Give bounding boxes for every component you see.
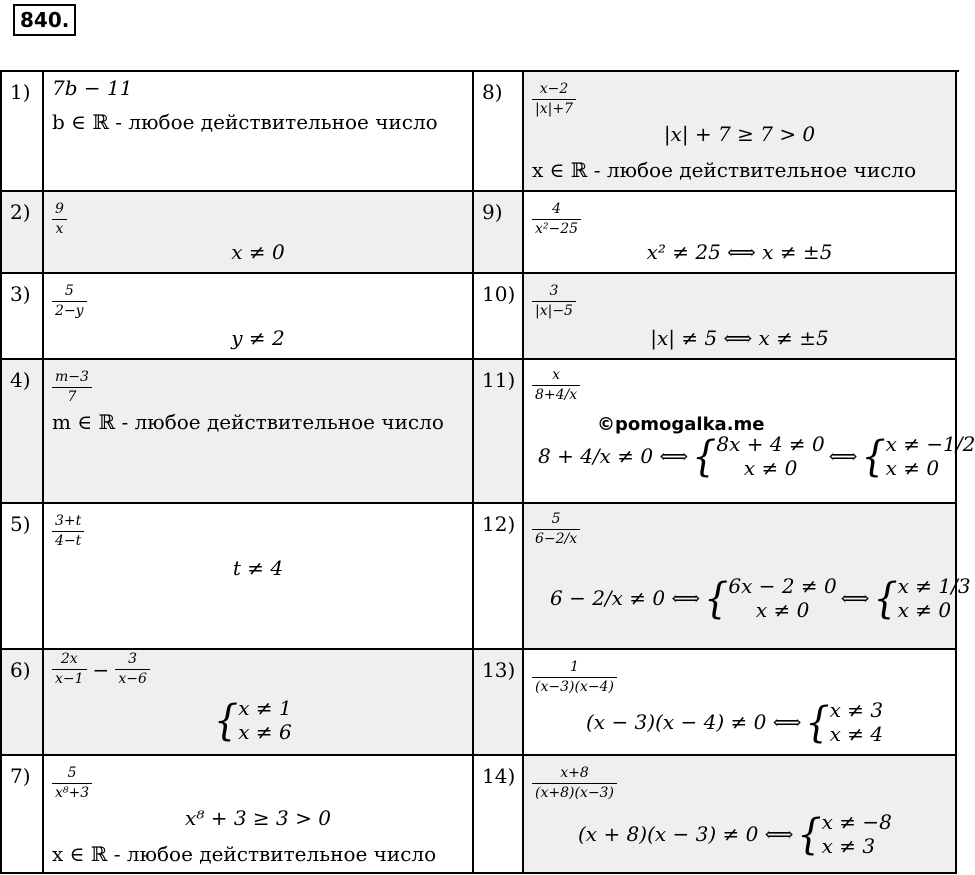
item-number: 13) (474, 650, 524, 754)
table-row (2, 756, 957, 874)
fraction: $\frac{x+8}{(x+8)(x-3)}$ (532, 766, 617, 802)
item-content (524, 504, 971, 648)
expression: 7b − 11 (52, 76, 133, 100)
item-number: 9) (474, 192, 524, 272)
condition: x² ≠ 25 ⟺ x ≠ ±5 (646, 240, 833, 264)
item-content (44, 756, 474, 872)
fraction: $\frac{3+t}{4-t}$ (52, 514, 84, 550)
fraction: $\frac{3}{|x|-5}$ (532, 284, 576, 320)
fraction: $\frac{x-2}{|x|+7}$ (532, 82, 576, 118)
item-content (524, 192, 957, 272)
fraction: $\frac{m-3}{7}$ (52, 370, 92, 406)
item-number: 8) (474, 72, 524, 190)
item-content (524, 650, 957, 754)
item-number: 2) (2, 192, 44, 272)
condition: { x ≠ 1 x ≠ 6 (214, 695, 292, 745)
item-number: 1) (2, 72, 44, 190)
table-row (2, 72, 957, 192)
table-row (2, 504, 971, 650)
problem-number: 840. (13, 4, 76, 36)
fraction: $\frac{1}{(x-3)(x-4)}$ (532, 660, 617, 696)
condition: 6 − 2/x ≠ 0 ⟺ { 6x − 2 ≠ 0 x ≠ 0 ⟺ { x ≠ 1/3 x ≠ 0 (550, 573, 971, 623)
condition: (x − 3)(x − 4) ≠ 0 ⟺ { x ≠ 3 x ≠ 4 (586, 697, 884, 747)
fraction: $\frac{4}{\text{x²−25}}$ (532, 202, 581, 238)
domain-text: x ∈ ℝ - любое действительное число (532, 158, 917, 182)
watermark: ©pomogalka.me (597, 414, 765, 435)
fraction: $\frac{x}{8+4/x}$ (532, 368, 580, 404)
item-content (524, 756, 957, 872)
item-content (524, 72, 957, 190)
item-content (524, 274, 957, 358)
item-number: 5) (2, 504, 44, 648)
table-row (2, 360, 975, 504)
item-content (44, 504, 474, 648)
fraction: $\frac{5}{\text{x⁸+3}}$ (52, 766, 92, 802)
condition: t ≠ 4 (232, 556, 284, 580)
item-content (44, 274, 474, 358)
item-content (44, 360, 474, 502)
item-content (44, 650, 474, 754)
item-number: 4) (2, 360, 44, 502)
item-number: 6) (2, 650, 44, 754)
table-row (2, 274, 957, 360)
item-number: 7) (2, 756, 44, 872)
domain-text: x ∈ ℝ - любое действительное число (52, 842, 437, 866)
item-number: 12) (474, 504, 524, 648)
item-content (44, 192, 474, 272)
condition: |x| + 7 ≥ 7 > 0 (663, 122, 816, 146)
condition: (x + 8)(x − 3) ≠ 0 ⟺ { x ≠ −8 x ≠ 3 (578, 809, 892, 859)
item-number: 10) (474, 274, 524, 358)
table-row (2, 192, 957, 274)
domain-text: b ∈ ℝ - любое действительное число (52, 110, 438, 134)
fraction: $\frac{5}{2-y}$ (52, 284, 87, 320)
minus-sign: − (92, 657, 110, 682)
item-number: 14) (474, 756, 524, 872)
condition: y ≠ 2 (231, 326, 285, 350)
condition: 8 + 4/x ≠ 0 ⟺ { 8x + 4 ≠ 0 x ≠ 0 ⟺ { x ≠ −1/2 x ≠ 0 (538, 431, 975, 481)
item-number: 3) (2, 274, 44, 358)
condition: |x| ≠ 5 ⟺ x ≠ ±5 (650, 326, 829, 350)
domain-text: m ∈ ℝ - любое действительное число (52, 410, 444, 434)
fraction: $\frac{2x}{x-1}$ (52, 652, 87, 688)
item-content (44, 72, 474, 190)
condition: x⁸ + 3 ≥ 3 > 0 (185, 806, 331, 830)
fraction: $\frac{5}{6-2/x}$ (532, 512, 580, 548)
item-number: 11) (474, 360, 524, 502)
fraction: $\frac{9}{x}$ (52, 202, 67, 238)
solution-table (0, 70, 975, 874)
table-row (2, 650, 957, 756)
condition: x ≠ 0 (231, 240, 285, 264)
fraction: $\frac{3}{x-6}$ (115, 652, 150, 688)
